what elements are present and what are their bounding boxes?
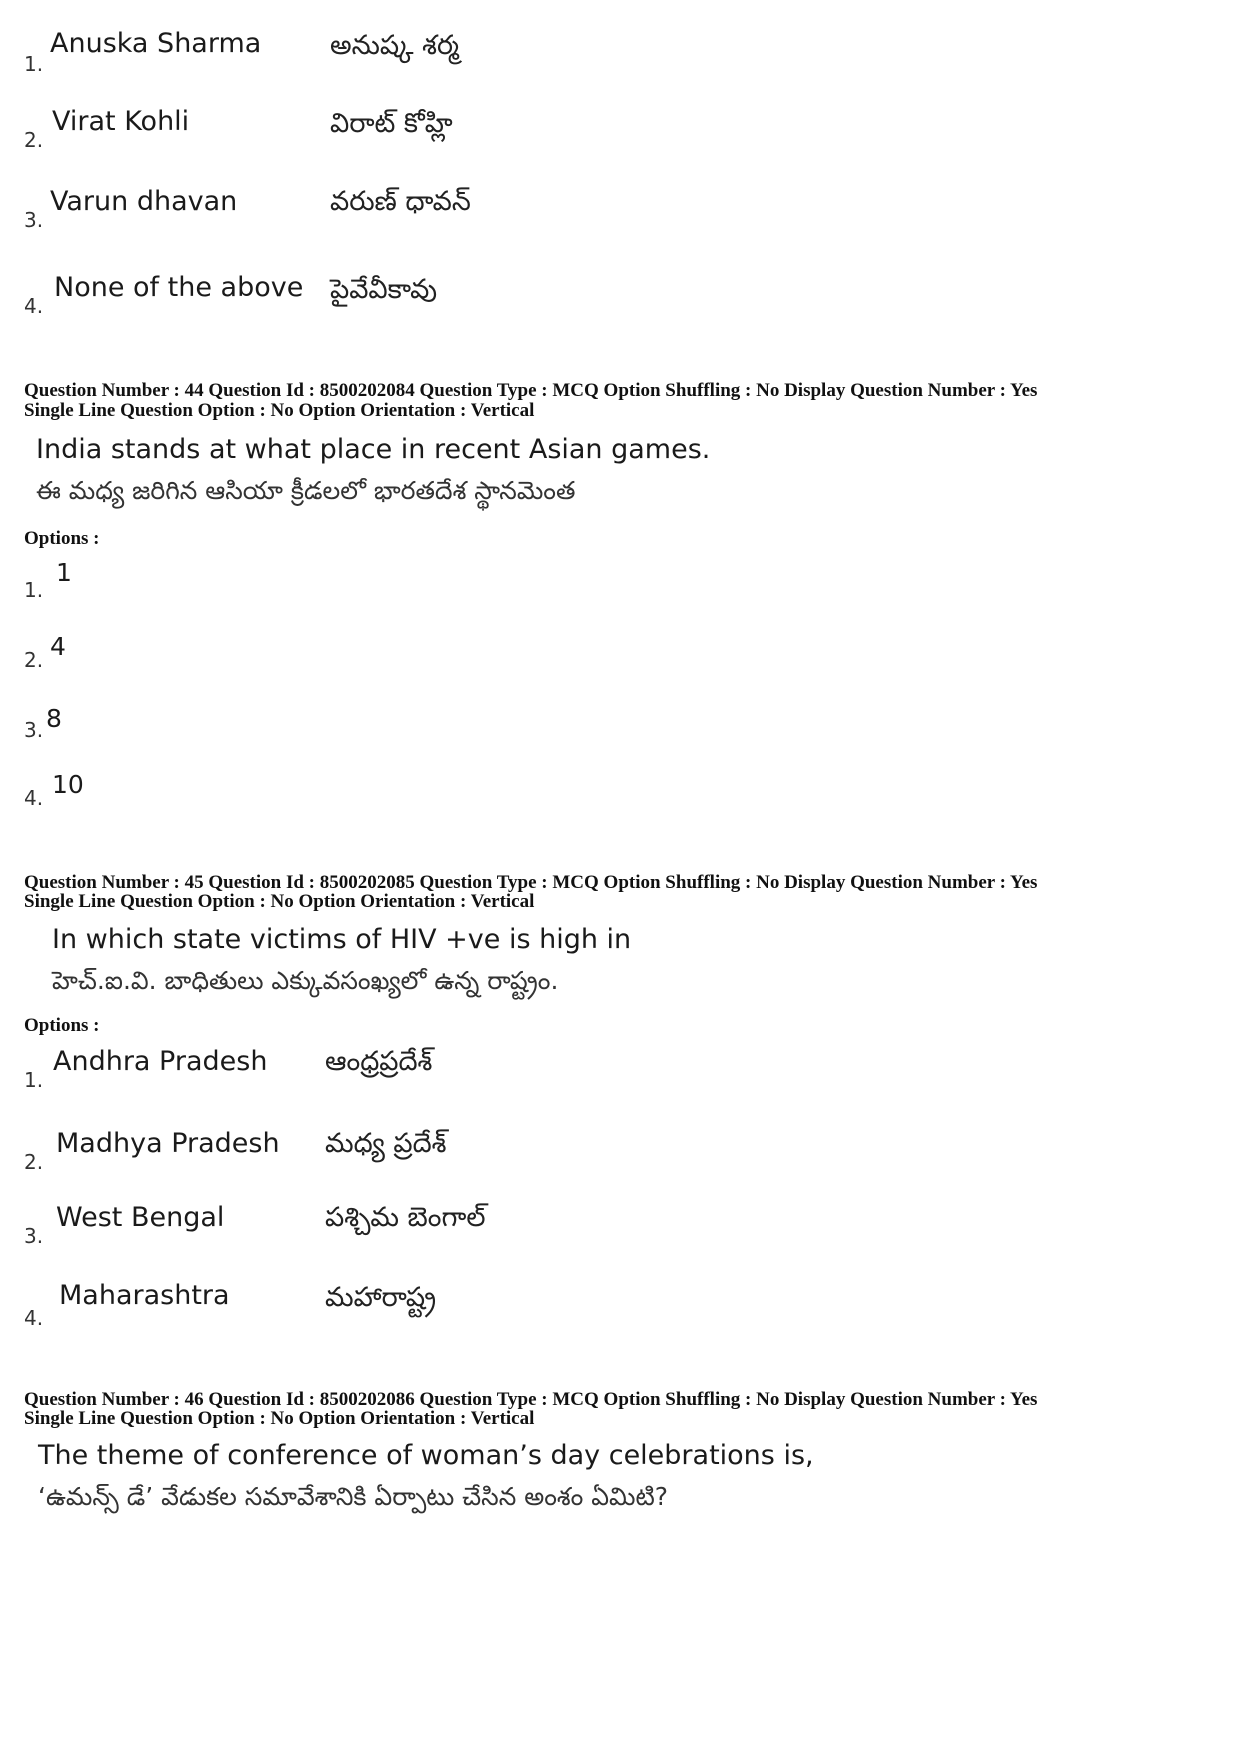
question-text-english: In which state victims of HIV +ve is high in (52, 924, 632, 955)
option-english: Andhra Pradesh (53, 1046, 268, 1077)
question-meta-line1: Question Number : 46 Question Id : 8500202086 Question Type : MCQ Option Shuffling : No Display Question Number : Yes (24, 1389, 1038, 1410)
question-text-english: The theme of conference of woman’s day celebrations is, (38, 1440, 814, 1471)
options-label: Options : (24, 1015, 100, 1036)
question-text-telugu: హెచ్.ఐ.వి. బాధితులు ఎక్కువసంఖ్యలో ఉన్న రాష్ట్రం. (52, 966, 559, 995)
option-number: 1. (24, 578, 44, 602)
option-number: 2. (24, 128, 44, 152)
option-number: 2. (24, 1150, 44, 1174)
option-number: 4. (24, 1306, 44, 1330)
question-meta-line1: Question Number : 44 Question Id : 8500202084 Question Type : MCQ Option Shuffling : No Display Question Number : Yes (24, 380, 1038, 401)
option-english: Varun dhavan (50, 186, 238, 217)
option-value: 1 (56, 558, 72, 587)
option-value: 4 (50, 632, 66, 661)
option-english: West Bengal (56, 1202, 225, 1233)
option-english: Madhya Pradesh (56, 1128, 280, 1159)
option-number: 4. (24, 294, 44, 318)
option-english: Virat Kohli (52, 106, 190, 137)
option-number: 3. (24, 718, 44, 742)
option-number: 3. (24, 208, 44, 232)
option-english: Anuska Sharma (50, 28, 262, 59)
question-meta-line2: Single Line Question Option : No Option Orientation : Vertical (24, 400, 535, 421)
option-number: 1. (24, 52, 44, 76)
option-value: 10 (52, 770, 84, 799)
question-meta-line2: Single Line Question Option : No Option Orientation : Vertical (24, 1408, 535, 1429)
option-telugu: మహారాష్ట్ర (325, 1282, 437, 1313)
option-telugu: ఆంధ్రప్రదేశ్ (325, 1046, 433, 1077)
option-telugu: వరుణ్ ధావన్ (330, 186, 471, 217)
option-number: 2. (24, 648, 44, 672)
question-text-telugu: ఈ మధ్య జరిగిన ఆసియా క్రీడలలో భారతదేశ స్థానమెంత (36, 476, 576, 505)
options-label: Options : (24, 528, 100, 549)
question-text-telugu: ‘ఉమన్స్ డే’ వేడుకల సమావేశానికి ఏర్పాటు చేసిన అంశం ఏమిటి? (38, 1482, 669, 1511)
question-meta-line2: Single Line Question Option : No Option Orientation : Vertical (24, 891, 535, 912)
option-number: 1. (24, 1068, 44, 1092)
option-english: None of the above (54, 272, 304, 303)
option-telugu: మధ్య ప్రదేశ్ (325, 1128, 447, 1159)
option-telugu: విరాట్ కోహ్లి (330, 108, 453, 139)
option-telugu: పైవేవీకావు (330, 274, 438, 305)
option-english: Maharashtra (59, 1280, 230, 1311)
option-telugu: అనుష్క శర్మ (330, 30, 459, 61)
question-text-english: India stands at what place in recent Asian games. (36, 434, 711, 465)
option-number: 3. (24, 1224, 44, 1248)
question-meta-line1: Question Number : 45 Question Id : 8500202085 Question Type : MCQ Option Shuffling : No Display Question Number : Yes (24, 872, 1038, 893)
option-value: 8 (46, 704, 62, 733)
option-number: 4. (24, 786, 44, 810)
option-telugu: పశ్చిమ బెంగాల్ (325, 1202, 486, 1233)
